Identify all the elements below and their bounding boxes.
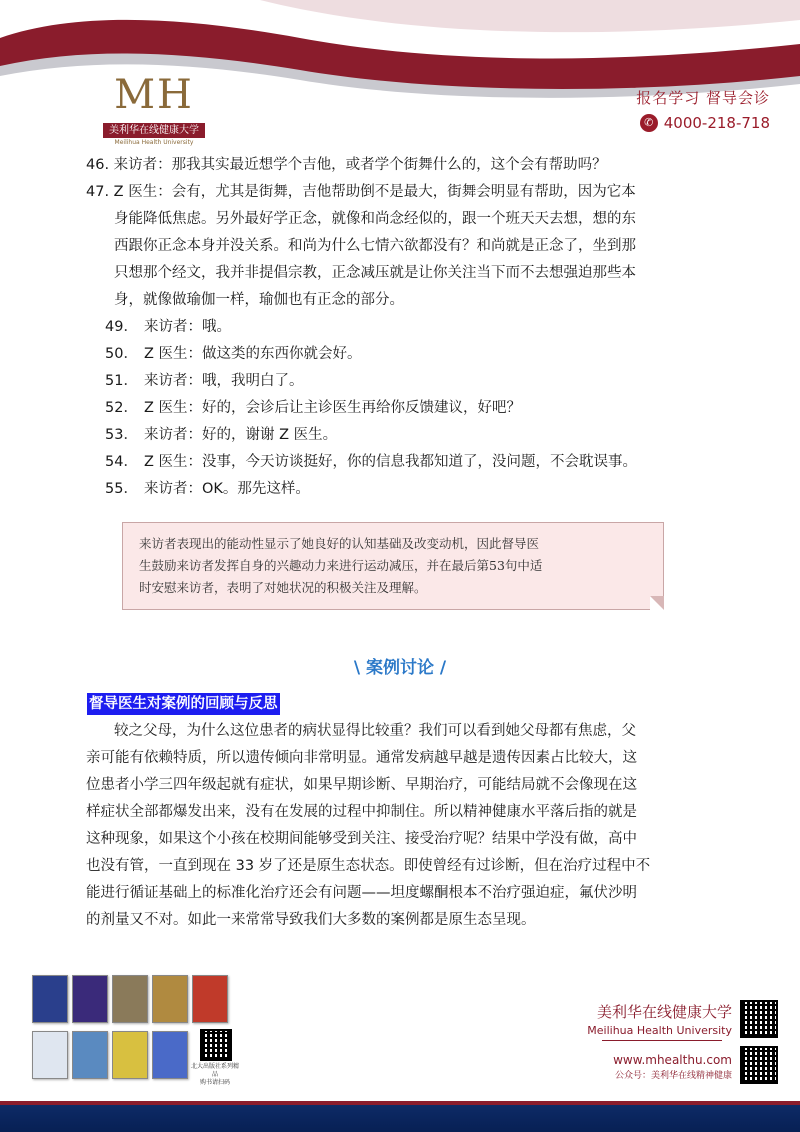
line-text: 来访者：好的，谢谢 Z 医生。 — [144, 427, 338, 443]
dialog-line-53 — [86, 422, 716, 449]
para-line: 这种现象，如果这个小孩在校期间能够受到关注、接受治疗呢？结果中学没有做，高中 — [86, 831, 637, 847]
footer-university-en: Meilihua Health University — [587, 1024, 732, 1037]
header-contact — [636, 88, 770, 132]
line-number: 51． — [105, 373, 138, 389]
dialog-line-47: 47. Z 医生：会有，尤其是街舞，吉他帮助倒不是最大，街舞会明显有帮助，因为它本 — [86, 184, 636, 200]
dialog-line-47-cont: 身，就像做瑜伽一样，瑜伽也有正念的部分。 — [114, 292, 404, 308]
logo-cn-name: 美利华在线健康大学 — [103, 123, 205, 138]
dialog-line-47-cont: 西跟你正念本身并没关系。和尚为什么七情六欲都没有？和尚就是正念了，坐到那 — [114, 238, 636, 254]
line-text: Z 医生：好的，会诊后让主诊医生再给你反馈建议，好吧？ — [144, 400, 522, 416]
footer-wechat: 公众号：美利华在线精神健康 — [614, 1071, 732, 1081]
line-number: 49． — [105, 319, 138, 335]
line-text: 来访者：OK。那先这样。 — [144, 481, 310, 497]
book-qr-caption — [190, 1063, 240, 1087]
dialog-line-47-cont: 身能降低焦虑。另外最好学正念，就像和尚念经似的，跟一个班天天去想，想的东 — [114, 211, 636, 227]
note-line: 生鼓励来访者发挥自身的兴趣动力来进行运动减压，并在最后第53句中适 — [139, 558, 543, 573]
dialog-line-54 — [86, 449, 716, 476]
para-line: 位患者小学三四年级起就有症状，如果早期诊断、早期治疗，可能结局就不会像现在这 — [86, 777, 637, 793]
section-subhead: 督导医生对案例的回顾与反思 — [87, 693, 280, 715]
footer-band — [0, 1105, 800, 1132]
line-text: Z 医生：没事，今天访谈挺好，你的信息我都知道了，没问题，不会耽误事。 — [144, 454, 638, 470]
book-gallery — [30, 975, 270, 1085]
footer-url[interactable]: www.mhealthu.com — [613, 1053, 732, 1067]
footer-qr-code[interactable] — [740, 1046, 778, 1084]
note-line: 来访者表现出的能动性显示了她良好的认知基础及改变动机，因此督导医 — [139, 536, 540, 551]
header-slogan: 报名学习 督导会诊 — [636, 89, 770, 107]
para-line: 样症状全部都爆发出来，没有在发展的过程中抑制住。所以精神健康水平落后指的就是 — [86, 804, 637, 820]
para-line: 较之父母，为什么这位患者的病状显得比较重？我们可以看到她父母都有焦虑，父 — [114, 723, 636, 739]
line-text: Z 医生：做这类的东西你就会好。 — [144, 346, 362, 362]
dialog-line-52 — [86, 395, 716, 422]
line-number: 53． — [105, 427, 138, 443]
book-cover — [152, 975, 188, 1023]
para-line: 亲可能有依赖特质，所以遗传倾向非常明显。通常发病越早越是遗传因素占比较大，这 — [86, 750, 637, 766]
line-number: 52． — [105, 400, 138, 416]
footer-divider — [602, 1040, 722, 1041]
dialog-line-55 — [86, 476, 716, 503]
dialog-line-46: 46. 来访者：那我其实最近想学个吉他，或者学个街舞什么的，这个会有帮助吗？ — [86, 157, 607, 173]
footer-qr-code[interactable] — [740, 1000, 778, 1038]
section-title: \ 案例讨论 / — [353, 658, 447, 678]
line-text: 来访者：哦，我明白了。 — [144, 373, 304, 389]
book-cover — [72, 1031, 108, 1079]
para-line: 也没有管，一直到现在 33 岁了还是原生态状态。即使曾经有过诊断，但在治疗过程中不 — [86, 858, 651, 874]
book-cover — [32, 1031, 68, 1079]
dialog-line-49 — [86, 314, 716, 341]
qr-caption-line: 北大出版社系列精品 — [190, 1063, 239, 1078]
book-cover — [192, 975, 228, 1023]
para-line: 的剂量又不对。如此一来常常导致我们大多数的案例都是原生态呈现。 — [86, 912, 536, 928]
footer-brand — [587, 1002, 732, 1082]
book-qr-code[interactable] — [200, 1029, 232, 1061]
book-cover — [152, 1031, 188, 1079]
dialog-transcript — [86, 152, 716, 503]
supervisor-note — [122, 522, 664, 610]
para-line: 能进行循证基础上的标准化治疗还会有问题——坦度螺酮根本不治疗强迫症，氟伏沙明 — [86, 885, 637, 901]
discussion-paragraph — [86, 718, 714, 934]
book-cover — [32, 975, 68, 1023]
footer-university-cn: 美利华在线健康大学 — [596, 1003, 732, 1021]
line-number: 50． — [105, 346, 138, 362]
line-text: 来访者：哦。 — [144, 319, 231, 335]
line-number: 55． — [105, 481, 138, 497]
dialog-line-47-cont: 只想那个经文，我并非提倡宗教，正念减压就是让你关注当下而不去想强迫那些本 — [114, 265, 636, 281]
book-cover — [112, 975, 148, 1023]
book-cover — [72, 975, 108, 1023]
brand-logo — [92, 72, 216, 150]
book-cover — [112, 1031, 148, 1079]
logo-mark: MH — [114, 72, 194, 118]
qr-caption-line: 购书请扫码 — [199, 1079, 230, 1086]
note-line: 时安慰来访者，表明了对她状况的积极关注及理解。 — [139, 580, 427, 595]
line-number: 54． — [105, 454, 138, 470]
note-text — [123, 523, 663, 599]
header-phone — [636, 114, 770, 132]
dialog-line-50 — [86, 341, 716, 368]
dialog-line-51 — [86, 368, 716, 395]
logo-en-name: Meilihua Health University — [114, 139, 194, 146]
phone-number: 4000-218-718 — [663, 114, 770, 132]
phone-icon: ✆ — [640, 114, 658, 132]
